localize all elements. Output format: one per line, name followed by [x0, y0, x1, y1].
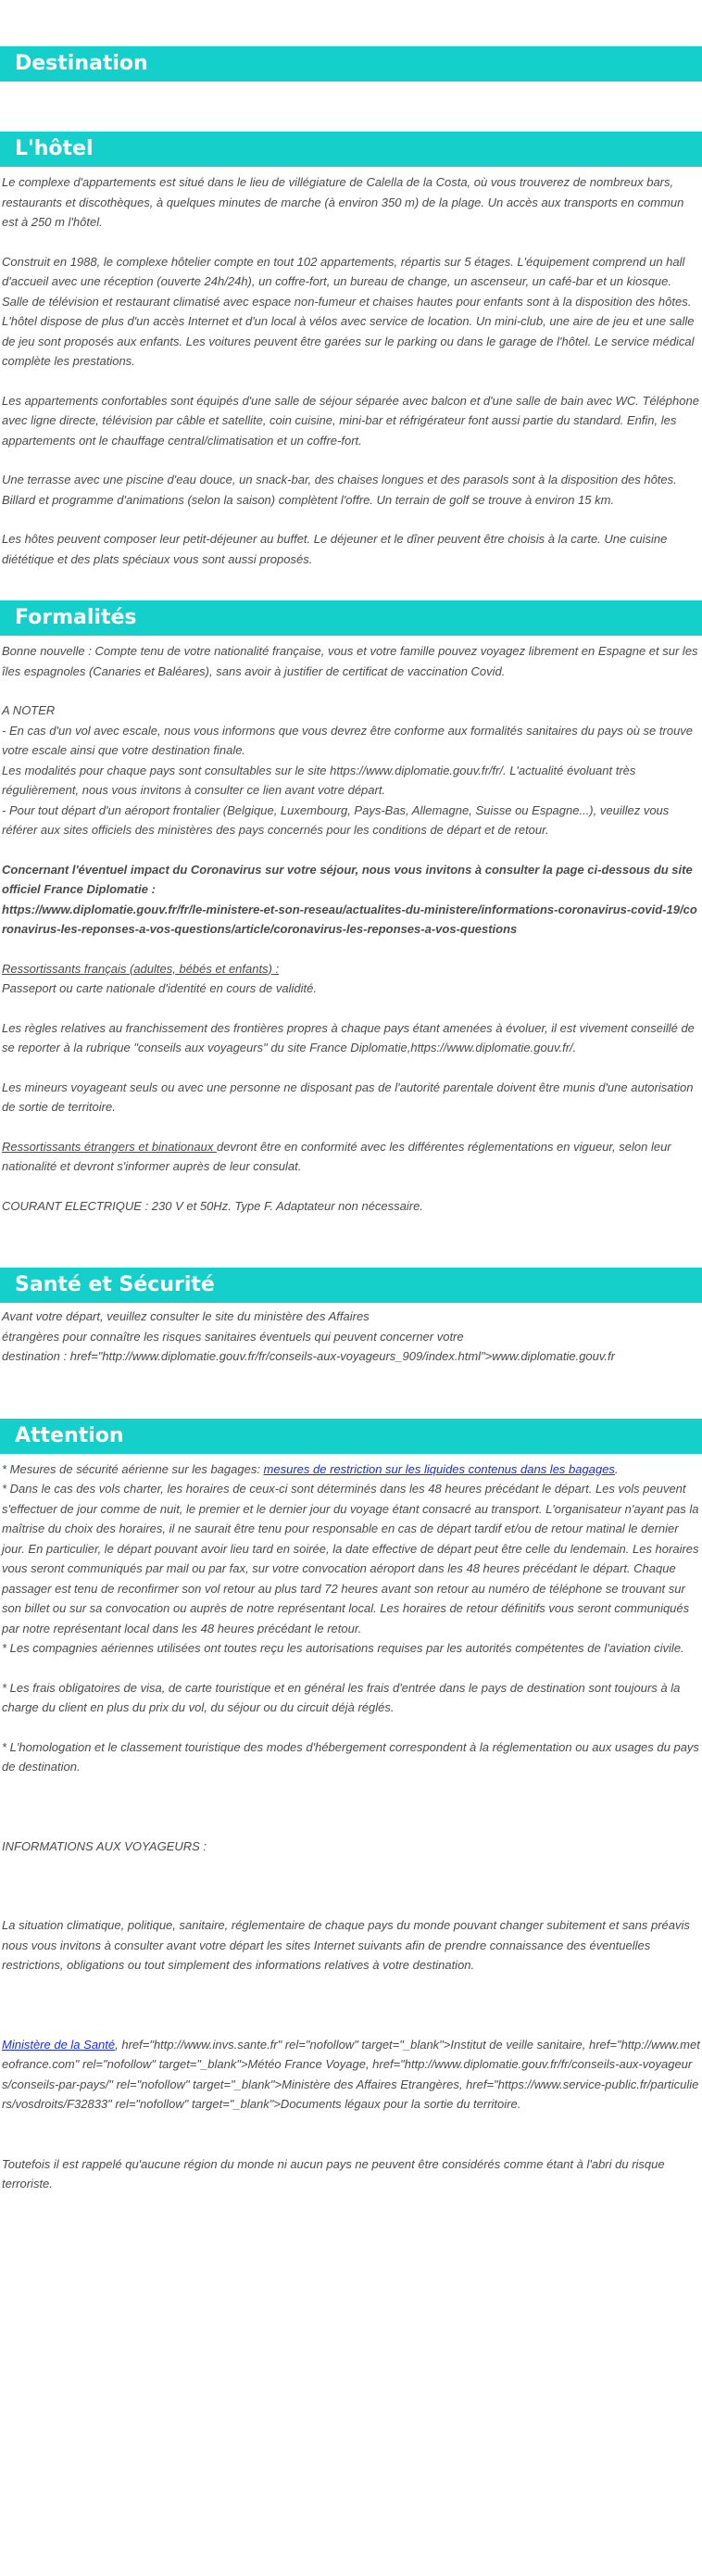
- note-item: Les modalités pour chaque pays sont consultables sur le site https://www.diplomatie.gouv.fr/fr/. L'actualité évoluant très régulièrement, nous vous invitons à consulter ce lien avant votre départ.: [2, 763, 636, 797]
- minors-text: Les mineurs voyageant seuls ou avec une personne ne disposant pas de l'autorité parentale doivent être munis d'une autorisation de sortie de territoire.: [2, 1080, 694, 1114]
- foreign-nationals-heading: Ressortissants étrangers et binationaux: [2, 1139, 217, 1154]
- formalites-content: [0, 641, 702, 1216]
- note-item: - En cas d'un vol avec escale, nous vous informons que vous devrez être conforme aux formalités sanitaires du pays où se trouve votre escale ainsi que votre destination finale.: [2, 723, 694, 757]
- electric-info: COURANT ELECTRIQUE : 230 V et 50Hz. Type F. Adaptateur non nécessaire.: [2, 1198, 423, 1213]
- sante-line: étrangères pour connaître les risques sanitaires éventuels qui peuvent concerner votre: [2, 1329, 464, 1344]
- hotel-paragraph: Construit en 1988, le complexe hôtelier compte en tout 102 appartements, répartis sur 5 étages. L'équipement comprend un hall d'accueil avec une réception (ouverte 24h/24h), un coffre-fort, un bureau de change, un ascenseur, un café-bar et un kiosque. Salle de télévision et restaurant climatisé avec espace non-fumeur et chaises hautes pour enfants sont à la disposition des hôtes. L'hôtel dispose de plus d'un accès Internet et d'un local à vélos avec service de location. Un mini-club, une aire de jeu et une salle de jeu sont proposés aux enfants. Les voitures peuvent être garées sur le parking ou dans le garage de l'hôtel. Le service médical complète les prestations.: [2, 254, 695, 368]
- security-prefix: * Mesures de sécurité aérienne sur les bagages:: [2, 1461, 264, 1476]
- links-text: , href="http://www.invs.sante.fr" rel="nofollow" target="_blank">Institut de veille sanitaire, href="http://www.meteofrance.com" rel="nofollow" target="_blank">Météo France Voyage, href="http://www.diplomatie.gouv.fr/fr/conseils-aux-voyageurs/conseils-par-pays/" rel="nofollow" target="_blank">Ministère des Affaires Etrangères, href="https://www.service-public.fr/particuliers/vosdroits/F32833" rel="nofollow" target="_blank">Documents légaux pour la sortie du territoire.: [2, 2037, 700, 2111]
- climate-text: La situation climatique, politique, sanitaire, réglementaire de chaque pays du monde pouvant changer subitement et sans préavis: [2, 1918, 690, 1932]
- section-title-sante: Santé et Sécurité: [0, 1268, 702, 1303]
- covid-url[interactable]: https://www.diplomatie.gouv.fr/fr/le-ministere-et-son-reseau/actualites-du-ministere/informations-coronavirus-covid-19/coronavirus-les-reponses-a-vos-questions/article/coronavirus-les-reponses-a-vos-questions: [2, 902, 697, 936]
- hotel-paragraph: Une terrasse avec une piscine d'eau douce, un snack-bar, des chaises longues et des parasols sont à la disposition des hôtes. Billard et programme d'animations (selon la saison) complètent l'offre. Un terrain de golf se trouve à environ 15 km.: [2, 473, 677, 507]
- sante-content: [0, 1307, 702, 1367]
- attention-content: [0, 1459, 702, 2194]
- terror-text: Toutefois il est rappelé qu'aucune région du monde ni aucun pays ne peuvent être considérés comme étant à l'abri du risque terroriste.: [2, 2156, 665, 2191]
- section-title-destination: Destination: [0, 46, 702, 82]
- hotel-paragraph: Les appartements confortables sont équipés d'une salle de séjour séparée avec balcon et d'une salle de bain avec WC. Téléphone avec ligne directe, télévision par câble et satellite, coin cuisine, mini-bar et réfrigérateur font aussi partie du standard. Enfin, les appartements ont le chauffage central/climatisation et un coffre-fort.: [2, 393, 699, 448]
- sante-line: destination : href="http://www.diplomatie.gouv.fr/fr/conseils-aux-voyageurs_909/index.html">www.diplomatie.gouv.fr: [2, 1349, 615, 1363]
- foreign-nationals-paragraph: [2, 1137, 700, 1177]
- security-paragraph: [2, 1459, 700, 1480]
- formalites-intro: Bonne nouvelle : Compte tenu de votre nationalité française, vous et votre famille pouvez voyagez librement en Espagne et sur les îles espagnoles (Canaries et Baléares), sans avoir à justifier de certificat de vaccination Covid.: [2, 644, 698, 678]
- section-title-attention: Attention: [0, 1419, 702, 1454]
- hotel-paragraph: Le complexe d'appartements est situé dans le lieu de villégiature de Calella de la Costa, où vous trouverez de nombreux bars, restaurants et discothèques, à quelques minutes de marche (à environ 350 m) de la plage. Un accès aux transports en commun est à 250 m l'hôtel.: [2, 175, 684, 229]
- fees-text: * Les frais obligatoires de visa, de carte touristique et en général les frais d'entrée dans le pays de destination sont toujours à la charge du client en plus du prix du vol, du séjour ou du circuit déjà réglés.: [2, 1680, 681, 1714]
- sante-line: Avant votre départ, veuillez consulter le site du ministère des Affaires: [2, 1309, 370, 1323]
- airlines-text: * Les compagnies aériennes utilisées ont toutes reçu les autorisations requises par les autorités compétentes de l'aviation civile.: [2, 1641, 684, 1655]
- ministry-health-link[interactable]: Ministère de la Santé: [2, 2037, 116, 2052]
- charter-text: * Dans le cas des vols charter, les horaires de ceux-ci sont déterminés dans les 48 heures précédant le départ. Les vols peuvent s'effectuer de jour comme de nuit, le premier et le dernier jour du voyage étant consacré au transport. L'organisateur n'ayant pas la maîtrise du choix des horaires, il ne saurait être tenu pour responsable en cas de départ tardif et/ou de retour matinal le dernier jour. En particulier, le départ pouvant avoir lieu tard en soirée, la date effective de départ peut être celle du lendemain. Les horaires vous seront communiqués par mail ou par fax, sur votre convocation aéroport dans les 48 heures précédant le départ. Chaque passager est tenu de reconfirmer son vol retour au plus tard 72 heures avant son retour au numéro de téléphone se trouvant sur son billet ou sur sa convocation ou auprès de notre représentant local. Les horaires de retour définitifs vous seront communiqués par notre représentant local dans les 48 heures précédant le retour.: [2, 1482, 699, 1635]
- border-rules: Les règles relatives au franchissement des frontières propres à chaque pays étant amenées à évoluer, il est vivement conseillé de se reporter à la rubrique "conseils aux voyageurs" du site France Diplomatie,https://www.diplomatie.gouv.fr/.: [2, 1020, 695, 1054]
- liquids-restriction-link[interactable]: mesures de restriction sur les liquides contenus dans les bagages: [263, 1461, 615, 1476]
- security-suffix: .: [614, 1461, 619, 1476]
- covid-notice: Concernant l'éventuel impact du Coronavirus sur votre séjour, nous vous invitons à consulter la page ci-dessous du site officiel France Diplomatie :: [2, 862, 693, 896]
- foreign-nationals-text: devront être en conformité avec les différentes réglementations en vigueur, selon leur nationalité et devront s'informer auprès de leur consulat.: [2, 1139, 671, 1173]
- homologation-text: * L'homologation et le classement touristique des modes d'hébergement correspondent à la réglementation ou aux usages du pays de destination.: [2, 1739, 699, 1774]
- note-item: - Pour tout départ d'un aéroport frontalier (Belgique, Luxembourg, Pays-Bas, Allemagne, Suisse ou Espagne...), veuillez vous référer aux sites officiels des ministères des pays concernés pour les conditions de départ et de retour.: [2, 802, 670, 837]
- hotel-paragraph: Les hôtes peuvent composer leur petit-déjeuner au buffet. Le déjeuner et le dîner peuvent être choisis à la carte. Une cuisine diététique et des plats spéciaux vous sont aussi proposés.: [2, 532, 668, 566]
- section-title-hotel: L'hôtel: [0, 132, 702, 167]
- section-title-formalites: Formalités: [0, 600, 702, 636]
- links-paragraph: [2, 2035, 700, 2115]
- hotel-content: [0, 172, 702, 569]
- note-title: A NOTER: [2, 703, 56, 717]
- climate-text: nous vous invitons à consulter avant votre départ les sites Internet suivants afin de prendre connaissance des éventuelles restrictions, obligations ou tout simplement des informations relatives à votre destination.: [2, 1938, 651, 1972]
- french-nationals-text: Passeport ou carte nationale d'identité en cours de validité.: [2, 981, 317, 995]
- info-title: INFORMATIONS AUX VOYAGEURS :: [2, 1838, 207, 1853]
- french-nationals-heading: Ressortissants français (adultes, bébés et enfants) :: [2, 961, 280, 976]
